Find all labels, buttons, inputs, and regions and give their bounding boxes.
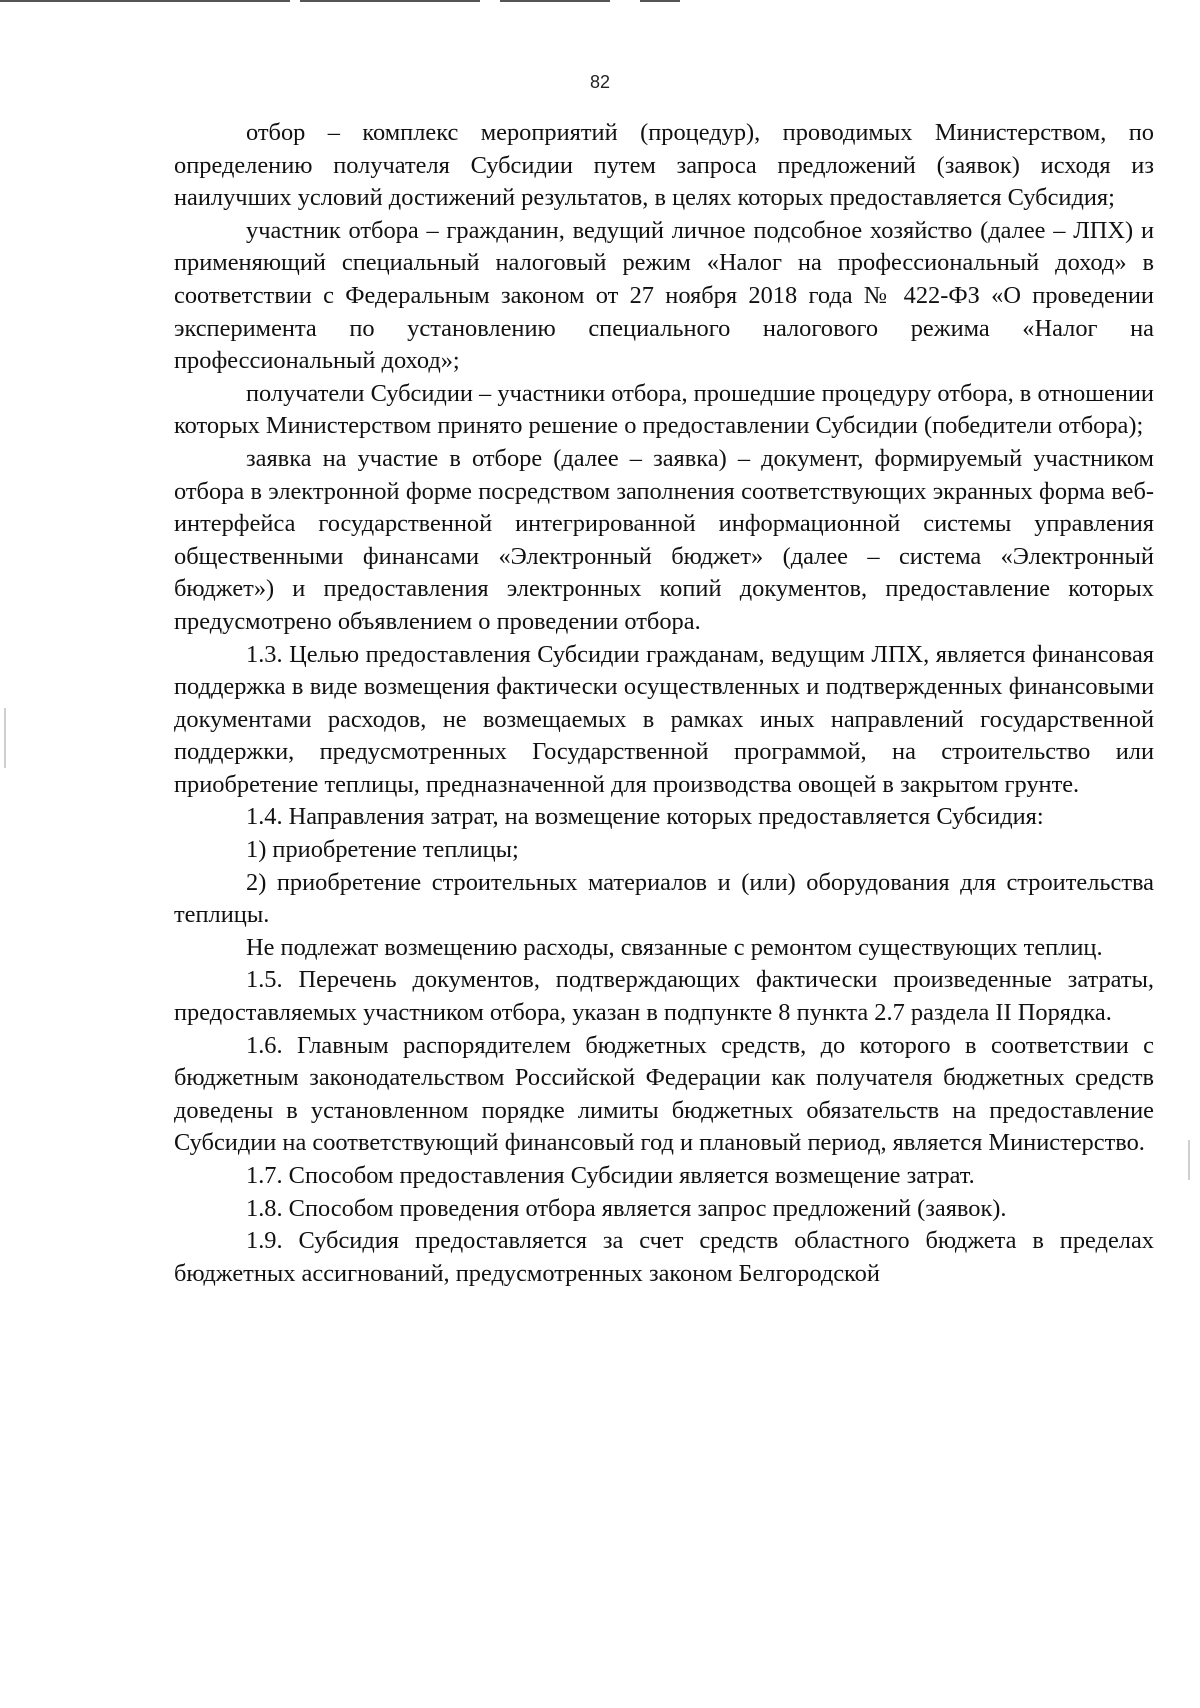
list-item-1: 1) приобретение теплицы; [246,836,519,864]
document-body [174,117,1154,1290]
paragraph-1-8: 1.8. Способом проведения отбора является запрос предложений (заявок). [246,1194,1007,1222]
paragraph-definition-application: заявка на участие в отборе (далее – заявка) – документ, формируемый участником отбора в электронной форме посредством заполнения соответствующих экранных форма веб-интерфейса государственной интегрированной информационной системы управления общественными финансами «Электронный бюджет» (далее – система «Электронный бюджет») и предоставления электронных копий документов, предоставление которых предусмотрено объявлением о проведении отбора. [174,444,1154,635]
scan-top-edge [0,0,1200,3]
paragraph-exclusion: Не подлежат возмещению расходы, связанные с ремонтом существующих теплиц. [246,933,1103,961]
paragraph-definition-recipients: получатели Субсидии – участники отбора, прошедшие процедуру отбора, в отношении которых Министерством принято решение о предоставлении Субсидии (победители отбора); [174,379,1154,440]
paragraph-1-9: 1.9. Субсидия предоставляется за счет средств областного бюджета в пределах бюджетных ассигнований, предусмотренных законом Белгородской [174,1227,1154,1287]
list-item-2: 2) приобретение строительных материалов и (или) оборудования для строительства теплицы. [174,868,1154,929]
paragraph-definition-selection: отбор – комплекс мероприятий (процедур), проводимых Министерством, по определению получателя Субсидии путем запроса предложений (заявок) исходя из наилучших условий достижений результатов, в целях которых предоставляется Субсидия; [174,119,1154,212]
paragraph-1-6: 1.6. Главным распорядителем бюджетных средств, до которого в соответствии с бюджетным законодательством Российской Федерации как получателя бюджетных средств доведены в установленном порядке лимиты бюджетных обязательств на предоставление Субсидии на соответствующий финансовый год и плановый период, является Министерство. [174,1031,1154,1157]
paragraph-1-3: 1.3. Целью предоставления Субсидии гражданам, ведущим ЛПХ, является финансовая поддержка в виде возмещения фактически осуществленных и подтвержденных финансовыми документами расходов, не возмещаемых в рамках иных направлений государственной поддержки, предусмотренных Государственной программой, на строительство или приобретение теплицы, предназначенной для производства овощей в закрытом грунте. [174,640,1154,798]
paragraph-1-5: 1.5. Перечень документов, подтверждающих фактически произведенные затраты, предоставляемых участником отбора, указан в подпункте 8 пункта 2.7 раздела II Порядка. [174,966,1154,1027]
page-number: 82 [589,72,611,92]
paragraph-1-7: 1.7. Способом предоставления Субсидии является возмещение затрат. [246,1162,975,1189]
paragraph-definition-participant: участник отбора – гражданин, ведущий личное подсобное хозяйство (далее – ЛПХ) и применяющий специальный налоговый режим «Налог на профессиональный доход» в соответствии с Федеральным законом от 27 ноября 2018 года № 422-ФЗ «О проведении эксперимента по установлению специального налогового режима «Налог на профессиональный доход»; [174,216,1154,375]
scan-artifact-left [4,708,6,768]
scan-artifact-right [1188,1140,1190,1180]
paragraph-1-4: 1.4. Направления затрат, на возмещение которых предоставляется Субсидия: [246,803,1044,831]
